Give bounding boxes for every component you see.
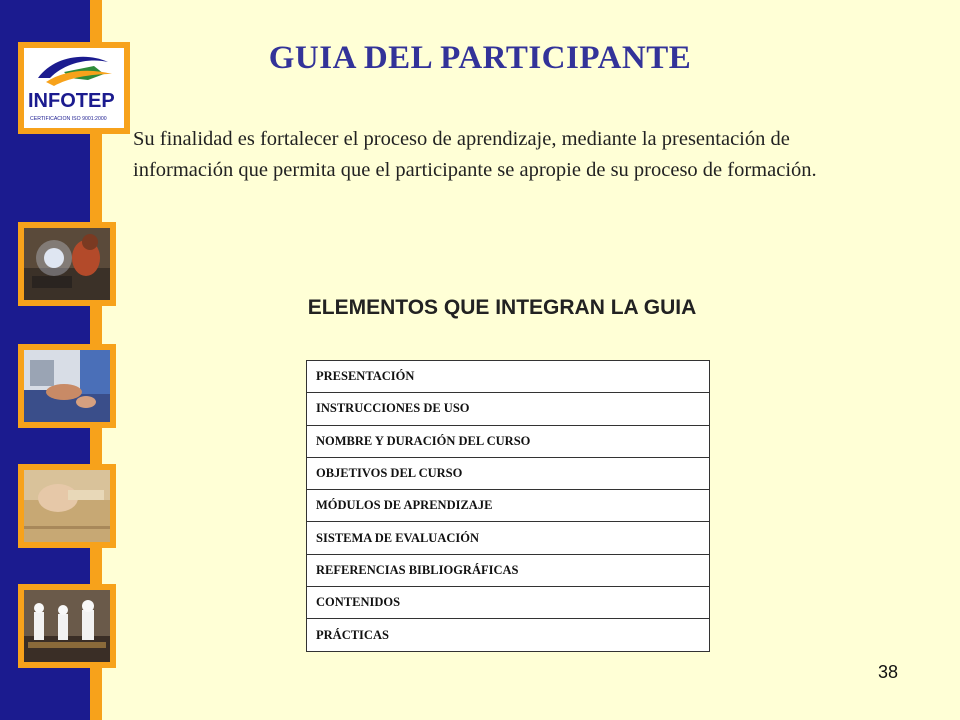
intro-paragraph: Su finalidad es fortalecer el proceso de aprendizaje, mediante la presentación de información que permita que el participante se apropie de su proceso de formación. (133, 128, 817, 181)
table-row (307, 587, 710, 619)
table-row (307, 619, 710, 651)
table-cell: INSTRUCCIONES DE USO (307, 393, 710, 425)
table-cell: CONTENIDOS (307, 587, 710, 619)
table-cell: SISTEMA DE EVALUACIÓN (307, 522, 710, 554)
table-row (307, 490, 710, 522)
elements-table (306, 360, 710, 652)
table-row (307, 425, 710, 457)
sewing-hands-photo-icon (18, 344, 116, 428)
page-number: 38 (878, 662, 899, 682)
table-cell: REFERENCIAS BIBLIOGRÁFICAS (307, 554, 710, 586)
table-cell: MÓDULOS DE APRENDIZAJE (307, 490, 710, 522)
table-cell: PRÁCTICAS (307, 619, 710, 651)
logo-tagline: CERTIFICACION ISO 9001:2000 (30, 116, 107, 122)
page-title: GUIA DEL PARTICIPANTE (268, 40, 692, 76)
table-row (307, 554, 710, 586)
welding-worker-photo-icon (18, 222, 116, 306)
table-row (307, 522, 710, 554)
table-row (307, 361, 710, 393)
kitchen-chefs-photo-icon (18, 584, 116, 668)
table-cell: PRESENTACIÓN (307, 361, 710, 393)
woodworking-hand-photo-icon (18, 464, 116, 548)
section-heading: ELEMENTOS QUE INTEGRAN LA GUIA (307, 296, 697, 319)
table-row (307, 457, 710, 489)
table-cell: OBJETIVOS DEL CURSO (307, 457, 710, 489)
logo-wordmark: INFOTEP (28, 90, 115, 112)
table-row (307, 393, 710, 425)
table-cell: NOMBRE Y DURACIÓN DEL CURSO (307, 425, 710, 457)
